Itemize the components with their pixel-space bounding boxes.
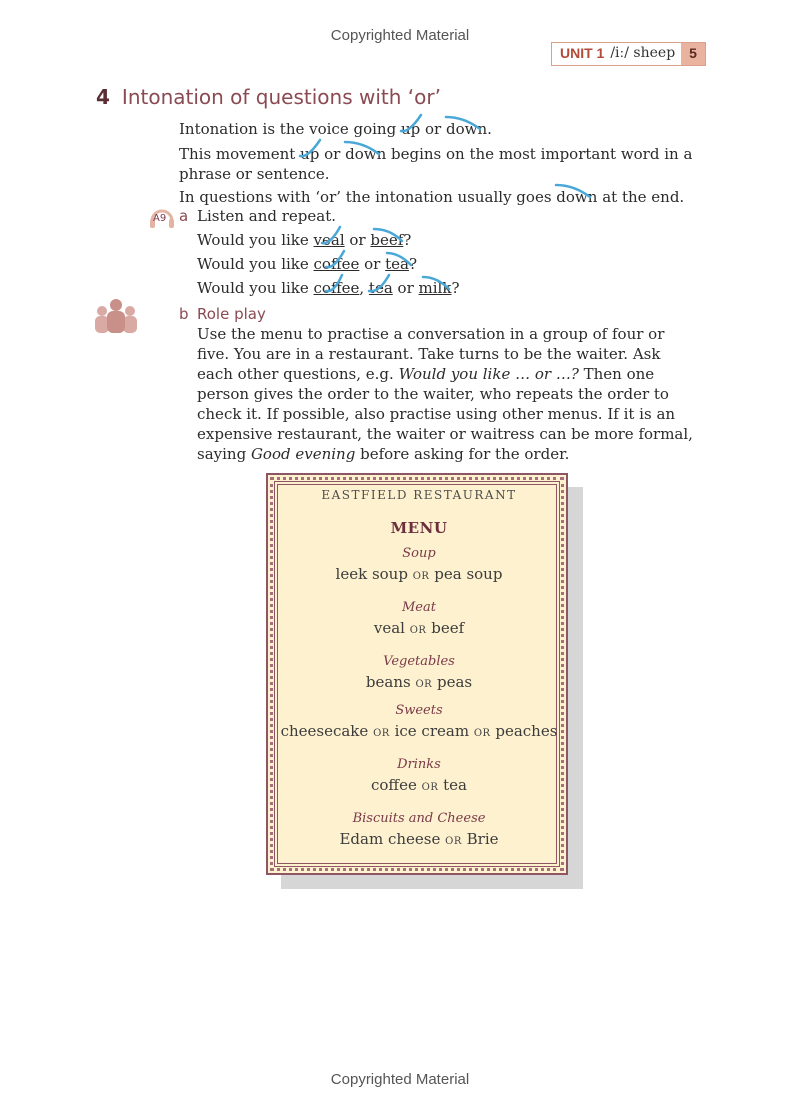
- copyright-footer: Copyrighted Material: [330, 1071, 470, 1088]
- role-play-instructions: Use the menu to practise a conversation in a group of four or five. You are in a restaurant. Take turns to be the waiter. Ask each other questions, e.g. Would you like … or …? Then one person gives the order to the waiter, who repeats the order to check it. If possible, also practise using other menus. If it is an expensive restaurant, the waiter or waitress can be more formal, saying Good evening before asking for the order.: [197, 325, 693, 463]
- section-title-text: Intonation of questions with ‘or’: [121, 85, 441, 109]
- word-coffee: coffee: [314, 279, 360, 297]
- course-name: Drinks: [397, 757, 441, 772]
- intro-text: In questions with ‘or’ the intonation usually goes: [179, 188, 557, 206]
- word-up: up: [401, 119, 420, 139]
- intro-text: .: [487, 120, 492, 138]
- course-items: coffee OR tea: [371, 776, 467, 794]
- copyright-header: Copyrighted Material: [330, 27, 470, 44]
- intro-line-2: [179, 144, 699, 164]
- exercise-a-instruction: Listen and repeat.: [197, 207, 337, 225]
- intro-text: begins on the most important word in a: [386, 145, 693, 163]
- course-items: beans OR peas: [365, 673, 473, 691]
- intro-text: or: [420, 120, 446, 138]
- example-line-3: Would you like coffee , tea or milk ?: [197, 279, 460, 297]
- intro-text: This movement: [179, 145, 301, 163]
- course-name: Meat: [402, 600, 436, 615]
- intro-text: Intonation is the voice going: [179, 120, 401, 138]
- example-line-1: Would you like veal or beef ?: [197, 231, 411, 249]
- word-milk: milk: [419, 279, 452, 297]
- unit-sound: /iː/ sheep: [610, 45, 676, 61]
- example-line-2: Would you like coffee or tea ?: [197, 255, 417, 273]
- word-tea: tea: [369, 279, 393, 297]
- section-title: [96, 85, 441, 109]
- section-number: 4: [96, 85, 110, 109]
- course-name: Biscuits and Cheese: [352, 811, 486, 826]
- course-name: Soup: [402, 546, 436, 561]
- unit-tab: [551, 42, 706, 66]
- word-down: down: [345, 144, 386, 164]
- course-items: Edam cheese OR Brie: [339, 830, 499, 848]
- intro-line-3: [179, 187, 699, 207]
- intro-text: at the end.: [597, 188, 685, 206]
- role-play-title: Role play: [197, 305, 266, 323]
- word-down: down: [556, 187, 597, 207]
- unit-label: UNIT 1: [560, 45, 605, 61]
- word-down: down: [446, 119, 487, 139]
- course-items: cheesecake OR ice cream OR peaches: [280, 722, 558, 740]
- audio-track-label: A9: [153, 213, 167, 224]
- exercise-letter-b: b: [179, 305, 189, 323]
- exercise-letter-a: a: [179, 207, 189, 225]
- word-coffee: coffee: [314, 255, 360, 273]
- intro-line-2b: phrase or sentence.: [179, 165, 330, 183]
- page-number: 5: [681, 43, 705, 65]
- intro-line-1: [179, 119, 699, 139]
- word-tea: tea: [385, 255, 409, 273]
- menu-card: [266, 473, 568, 875]
- menu-title: MENU: [390, 519, 448, 537]
- word-beef: beef: [370, 231, 403, 249]
- audio-track-icon[interactable]: [149, 206, 175, 232]
- group-work-icon: [94, 297, 138, 335]
- course-items: veal OR beef: [373, 619, 465, 637]
- intro-text: or: [319, 145, 346, 163]
- restaurant-name: EASTFIELD RESTAURANT: [321, 488, 517, 502]
- word-up: up: [300, 144, 319, 164]
- course-name: Sweets: [395, 703, 443, 718]
- course-items: leek soup OR pea soup: [335, 565, 503, 583]
- course-name: Vegetables: [383, 654, 455, 669]
- word-veal: veal: [314, 231, 345, 249]
